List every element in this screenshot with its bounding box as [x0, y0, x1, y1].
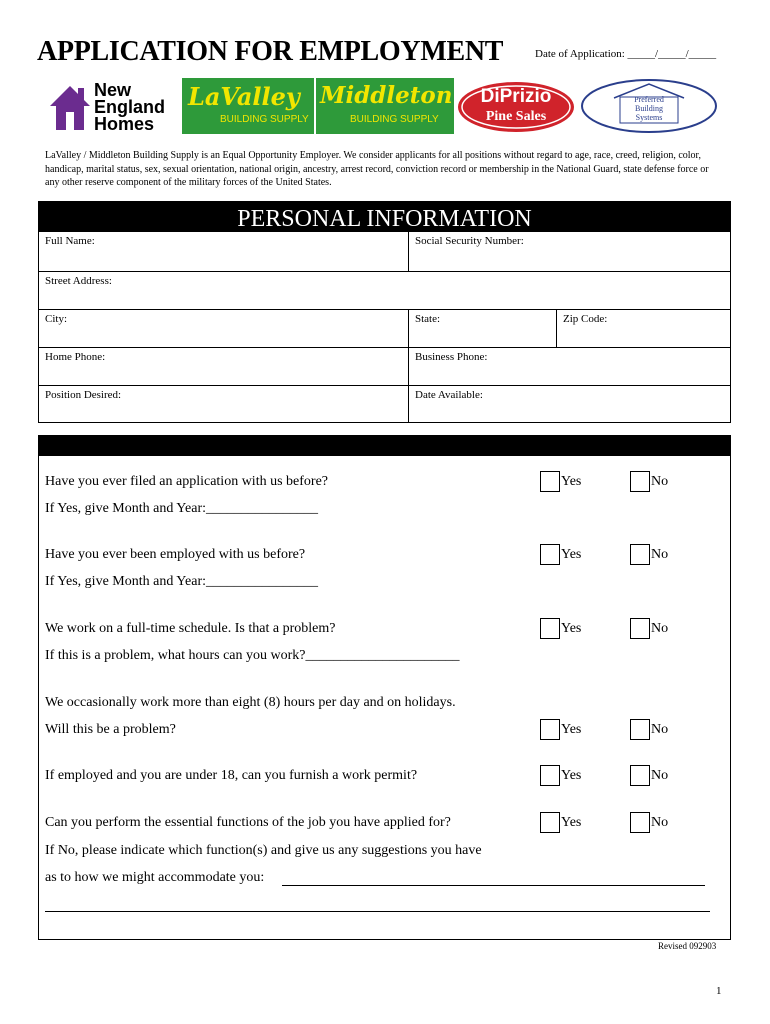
home-phone-label: Home Phone:: [45, 351, 106, 363]
revised-date: Revised 092903: [658, 941, 717, 951]
employed-before-month-year-field[interactable]: If Yes, give Month and Year:________________: [45, 574, 318, 589]
street-address-field[interactable]: [39, 271, 730, 309]
lavalley-sub: BUILDING SUPPLY: [220, 114, 309, 125]
overtime-yes-checkbox[interactable]: [540, 719, 560, 740]
work-permit-yes-checkbox[interactable]: [540, 765, 560, 786]
employed-before-yes-checkbox[interactable]: [540, 544, 560, 565]
date-of-application-field[interactable]: Date of Application: _____/_____/_____: [535, 48, 717, 60]
essential-functions-followup-line2: as to how we might accommodate you:: [45, 870, 265, 885]
no-label: No: [651, 768, 669, 783]
zip-code-label: Zip Code:: [563, 313, 608, 325]
state-label: State:: [415, 313, 441, 325]
middleton-sub: BUILDING SUPPLY: [350, 114, 439, 125]
work-permit-no-checkbox[interactable]: [630, 765, 650, 786]
full-time-yes-checkbox[interactable]: [540, 618, 560, 639]
no-label: No: [651, 621, 669, 636]
business-phone-label: Business Phone:: [415, 351, 488, 363]
diprizio-name: DiPrizio: [480, 86, 552, 107]
no-label: No: [651, 474, 669, 489]
street-address-label: Street Address:: [45, 275, 112, 287]
hours-can-work-field[interactable]: If this is a problem, what hours can you work?______________________: [45, 648, 460, 663]
personal-information-heading: PERSONAL INFORMATION: [39, 202, 730, 232]
personal-information-section: [38, 201, 731, 423]
essential-functions-no-checkbox[interactable]: [630, 812, 650, 833]
pbs-line3: Systems: [635, 113, 663, 122]
yes-label: Yes: [561, 722, 582, 737]
yes-label: Yes: [561, 474, 582, 489]
page-title: APPLICATION FOR EMPLOYMENT: [37, 36, 504, 67]
diprizio-sub: Pine Sales: [485, 109, 547, 124]
position-desired-label: Position Desired:: [45, 389, 122, 401]
city-label: City:: [45, 313, 68, 325]
questions-header-bar: [39, 436, 730, 456]
new-england-homes-logo: [48, 82, 180, 136]
neh-line2: England: [94, 97, 165, 117]
full-name-label: Full Name:: [45, 235, 95, 247]
date-available-label: Date Available:: [415, 389, 483, 401]
question-work-permit: If employed and you are under 18, can you furnish a work permit?: [45, 768, 418, 783]
diprizio-logo: [456, 80, 576, 134]
neh-line1: New: [94, 80, 132, 100]
question-overtime-line2: Will this be a problem?: [45, 722, 176, 737]
question-essential-functions: Can you perform the essential functions of the job you have applied for?: [45, 815, 451, 830]
yes-label: Yes: [561, 768, 582, 783]
city-field[interactable]: [39, 309, 408, 347]
full-name-field[interactable]: [39, 232, 408, 271]
business-phone-field[interactable]: [408, 347, 730, 385]
neh-line3: Homes: [94, 114, 155, 134]
ssn-label: Social Security Number:: [415, 235, 524, 247]
position-desired-field[interactable]: [39, 385, 408, 422]
eeo-statement: LaValley / Middleton Building Supply is an Equal Opportunity Employer. We consider applicants for all positions without regard to age, race, creed, religion, color, handicap, marital status, sex, sexual orientation, national origin, ancestry, arrest record, conviction record or membership in the National Guard, state defense force or any other reserve component of the military forces of the United States.: [45, 150, 709, 188]
yes-label: Yes: [561, 815, 582, 830]
essential-functions-yes-checkbox[interactable]: [540, 812, 560, 833]
middleton-name: Middleton: [320, 82, 453, 109]
overtime-no-checkbox[interactable]: [630, 719, 650, 740]
no-label: No: [651, 547, 669, 562]
accommodation-line-1[interactable]: [282, 885, 705, 886]
yes-label: Yes: [561, 547, 582, 562]
accommodation-line-2[interactable]: [45, 911, 710, 912]
yes-label: Yes: [561, 621, 582, 636]
home-phone-field[interactable]: [39, 347, 408, 385]
lavalley-name: LaValley: [188, 82, 300, 111]
filed-before-no-checkbox[interactable]: [630, 471, 650, 492]
question-full-time: We work on a full-time schedule. Is that a problem?: [45, 621, 336, 636]
full-time-no-checkbox[interactable]: [630, 618, 650, 639]
page-number: 1: [716, 985, 722, 997]
middleton-logo: [316, 78, 454, 134]
no-label: No: [651, 815, 669, 830]
employed-before-no-checkbox[interactable]: [630, 544, 650, 565]
question-employed-before: Have you ever been employed with us before?: [45, 547, 306, 562]
pbs-line2: Building: [634, 104, 663, 113]
ssn-field[interactable]: [408, 232, 730, 271]
filed-before-month-year-field[interactable]: If Yes, give Month and Year:________________: [45, 501, 318, 516]
filed-before-yes-checkbox[interactable]: [540, 471, 560, 492]
question-filed-before: Have you ever filed an application with us before?: [45, 474, 329, 489]
zip-code-field[interactable]: [556, 309, 730, 347]
no-label: No: [651, 722, 669, 737]
pbs-line1: Preferred: [634, 95, 664, 104]
question-overtime-line1: We occasionally work more than eight (8) hours per day and on holidays.: [45, 695, 456, 710]
state-field[interactable]: [408, 309, 556, 347]
preferred-building-systems-logo: [580, 78, 718, 134]
essential-functions-followup-line1: If No, please indicate which function(s) and give us any suggestions you have: [45, 843, 482, 858]
date-available-field[interactable]: [408, 385, 730, 422]
lavalley-logo: [182, 78, 314, 134]
